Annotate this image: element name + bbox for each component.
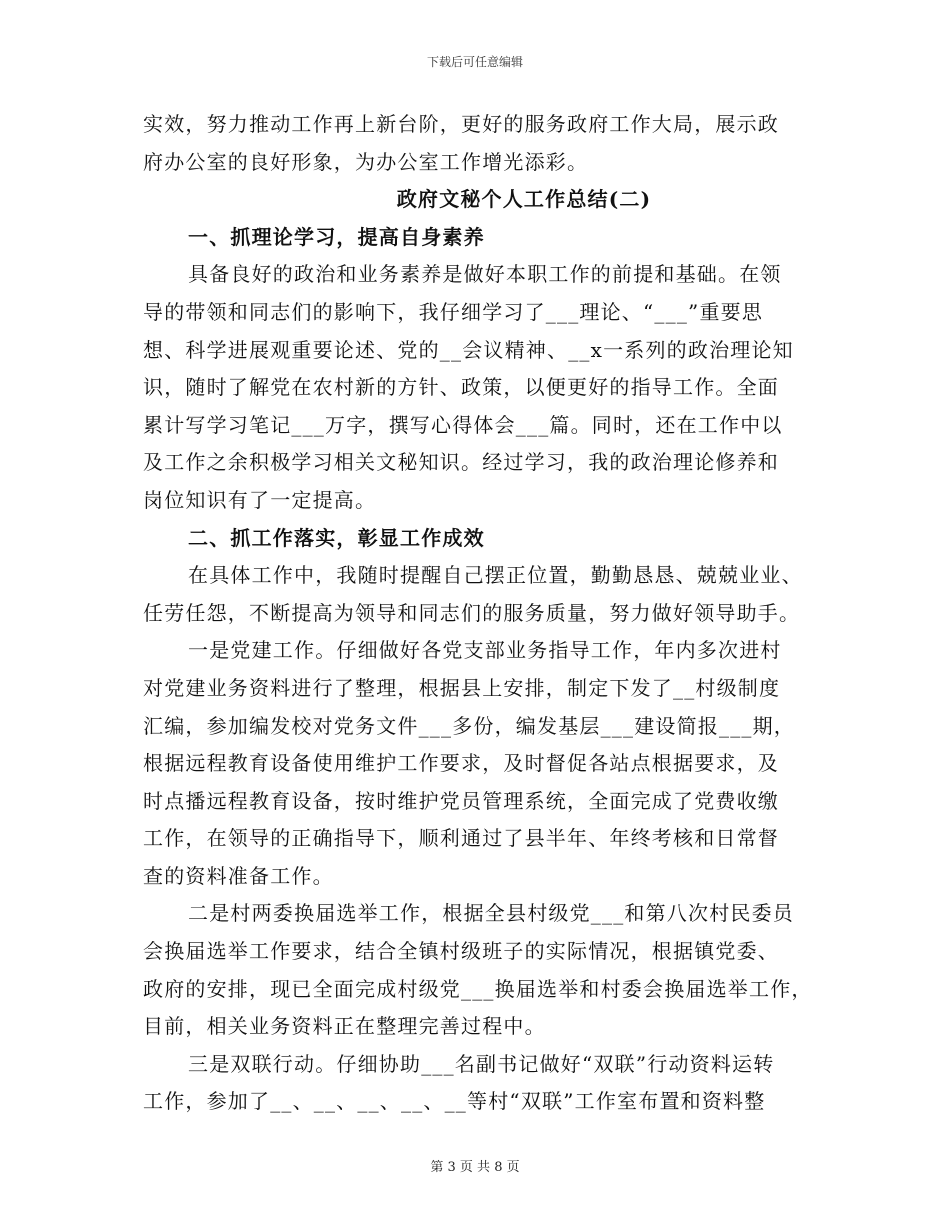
paragraph-first-line: 三是双联行动。仔细协助___名副书记做好“双联”行动资料运转 <box>188 1051 775 1076</box>
paragraph-line: 及工作之余积极学习相关文秘知识。经过学习，我的政治理论修养和 <box>143 450 779 475</box>
section-heading: 一、抓理论学习，提高自身素养 <box>188 224 485 249</box>
paragraph-line: 工作，在领导的正确指导下，顺利通过了县半年、年终考核和日常督 <box>143 826 779 851</box>
paragraph-line: 工作，参加了__、__、__、__、__等村“双联”工作室布置和资料整 <box>143 1089 766 1114</box>
paragraph-first-line: 在具体工作中，我随时提醒自己摆正位置，勤勤恳恳、兢兢业业、 <box>188 563 803 588</box>
paragraph-line: 岗位知识有了一定提高。 <box>143 487 377 512</box>
paragraph-line: 府办公室的良好形象，为办公室工作增光添彩。 <box>143 149 589 174</box>
paragraph-line: 汇编，参加编发校对党务文件___多份，编发基层___建设简报___期， <box>143 713 795 738</box>
paragraph-first-line: 一是党建工作。仔细做好各党支部业务指导工作，年内多次进村 <box>188 638 782 663</box>
paragraph-first-line: 二是村两委换届选举工作，根据全县村级党___和第八次村民委员 <box>188 901 794 926</box>
page-header: 下载后可任意编辑 <box>426 55 523 69</box>
paragraph-line: 识，随时了解党在农村新的方针、政策，以便更好的指导工作。全面 <box>143 375 779 400</box>
paragraph-line: 导的带领和同志们的影响下，我仔细学习了___理论、“___”重要思 <box>143 299 764 324</box>
paragraph-line: 会换届选举工作要求，结合全镇村级班子的实际情况，根据镇党委、 <box>143 939 779 964</box>
paragraph-line: 根据远程教育设备使用维护工作要求，及时督促各站点根据要求，及 <box>143 751 779 776</box>
paragraph-line: 政府的安排，现已全面完成村级党___换届选举和村委会换届选举工作， <box>143 976 813 1001</box>
document-body <box>143 106 815 1121</box>
paragraph-first-line: 具备良好的政治和业务素养是做好本职工作的前提和基础。在领 <box>188 262 782 287</box>
paragraph-line: 目前，相关业务资料正在整理完善过程中。 <box>143 1014 546 1039</box>
paragraph-line: 任劳任怨，不断提高为领导和同志们的服务质量，努力做好领导助手。 <box>143 600 801 625</box>
page-footer: 第 3 页 共 8 页 <box>430 1160 520 1175</box>
paragraph-line: 时点播远程教育设备，按时维护党员管理系统，全面完成了党费收缴 <box>143 788 779 813</box>
paragraph-line: 实效，努力推动工作再上新台阶，更好的服务政府工作大局，展示政 <box>143 112 779 136</box>
paragraph-line: 查的资料准备工作。 <box>143 863 334 888</box>
section-title: 政府文秘个人工作总结(二) <box>396 187 652 212</box>
paragraph-line: 累计写学习笔记___万字，撰写心得体会___篇。同时，还在工作中以 <box>143 412 783 437</box>
paragraph-line: 想、科学进展观重要论述、党的__会议精神、__x一系列的政治理论知 <box>143 337 794 362</box>
paragraph-line: 对党建业务资料进行了整理，根据县上安排，制定下发了__村级制度 <box>143 675 781 700</box>
section-heading: 二、抓工作落实，彰显工作成效 <box>188 525 485 550</box>
